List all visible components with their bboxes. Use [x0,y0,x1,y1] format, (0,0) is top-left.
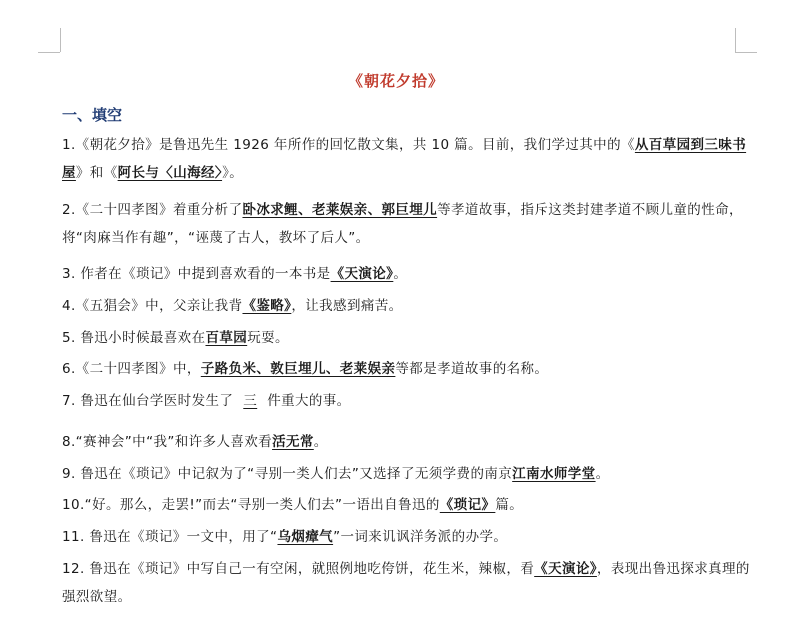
question-text: 3. 作者在《琐记》中提到喜欢看的一本书是 [62,266,331,282]
question-text: 。 [313,434,328,450]
question-1 [62,131,752,187]
question-7 [62,387,752,415]
question-text: 10.“好。那么，走罢!”而去“寻别一类人们去”一语出自鲁迅的 [62,497,440,513]
question-9 [62,460,752,488]
question-10 [62,491,752,519]
question-text: 2.《二十四孝图》着重分析了 [62,202,243,218]
question-text: ”一词来讥讽洋务派的办学。 [333,529,508,545]
section-heading: 一、填空 [62,106,123,124]
answer-text: 江南水师学堂 [512,466,596,482]
question-12 [62,555,752,611]
question-text: 》和《 [75,165,118,181]
answer-text: 从百草园到三味书屋 [62,137,747,181]
question-text: 6.《二十四孝图》中， [62,361,201,377]
question-text: 等都是孝道故事的名称。 [395,361,549,377]
answer-text: 《天演论》 [330,266,394,282]
question-text: 》。 [222,165,244,181]
answer-text: 百草园 [205,330,248,346]
question-text: ，表现出鲁迅探求真理的强烈欲望。 [62,561,750,605]
question-text: 5. 鲁迅小时候最喜欢在 [62,330,206,346]
question-text: 玩耍。 [247,330,289,346]
question-text: 8.“赛神会”中“我”和许多人喜欢看 [62,434,273,450]
page-corner-mark-top-left [60,28,61,52]
question-4 [62,292,752,320]
page-corner-mark-top-right [735,28,736,52]
question-text: 等孝道故事，指斥这类封建孝道不顾儿童的性命，将“肉麻当作有趣”，“诬蔑了古人，教坏了后人”。 [62,202,743,246]
page-corner-mark-top-right [735,52,757,53]
question-5 [62,324,752,352]
answer-text: 阿长与〈山海经〉 [117,165,223,181]
answer-text: 《鉴略》 [242,298,292,314]
answer-text: 活无常 [272,434,314,450]
answer-text: 子路负米、敦巨埋儿、老莱娱亲 [200,361,396,377]
question-6 [62,355,752,383]
question-2 [62,196,752,252]
answer-text: 乌烟瘴气 [277,529,334,545]
question-text: 9. 鲁迅在《琐记》中记叙为了“寻别一类人们去”又选择了无须学费的南京 [62,466,513,482]
question-text: 1.《朝花夕拾》是鲁迅先生 1926 年所作的回忆散文集，共 10 篇。目前，我们学过其中的《 [62,137,635,153]
question-text: 12. 鲁迅在《琐记》中写自己一有空闲，就照例地吃侉饼，花生米，辣椒，看 [62,561,535,577]
answer-text: 《琐记》 [439,497,496,513]
question-11 [62,523,752,551]
question-text: ，让我感到痛苦。 [291,298,403,314]
question-8 [62,428,752,456]
page-corner-mark-top-left [38,52,60,53]
question-text: 件重大的事。 [267,393,351,409]
question-text: 篇。 [495,497,524,513]
question-text: 。 [393,266,408,282]
question-text: 。 [595,466,610,482]
question-text: 11. 鲁迅在《琐记》一文中，用了“ [62,529,278,545]
answer-text: 《天演论》 [534,561,597,577]
document-title: 《朝花夕拾》 [347,72,444,90]
answer-blank: 三 [243,393,258,409]
answer-text: 卧冰求鲤、老莱娱亲、郭巨埋儿 [242,202,438,218]
question-text: 7. 鲁迅在仙台学医时发生了 [62,393,234,409]
question-text: 4.《五猖会》中，父亲让我背 [62,298,243,314]
question-3 [62,260,752,288]
